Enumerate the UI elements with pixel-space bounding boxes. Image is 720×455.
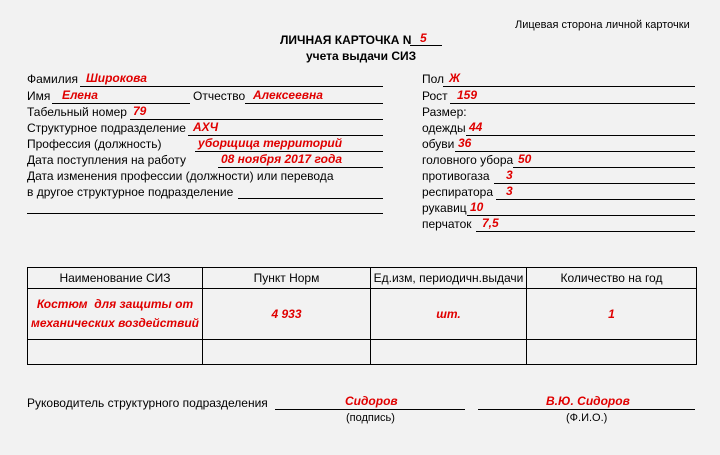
empty-cell — [371, 340, 527, 365]
fio-value: В.Ю. Сидоров — [546, 394, 630, 408]
cell-qty: 1 — [527, 289, 697, 340]
gloves-value: 7,5 — [482, 216, 499, 230]
change-line-1 — [238, 198, 383, 199]
signature-line — [275, 409, 465, 410]
mittens-line — [467, 215, 695, 216]
clothes-label: одежды — [422, 121, 466, 135]
gloves-line — [476, 231, 695, 232]
card-number-underline — [410, 45, 442, 46]
headwear-label: головного убора — [422, 153, 514, 167]
cell-norm: 4 933 — [203, 289, 371, 340]
siz-name-part1: Костюм — [36, 297, 88, 311]
gloves-label: перчаток — [422, 217, 472, 231]
clothes-line — [466, 135, 695, 136]
profession-label: Профессия (должность) — [27, 137, 162, 151]
siz-name-part2: для защиты от — [94, 297, 194, 311]
fio-caption: (Ф.И.О.) — [566, 412, 608, 424]
respirator-label: респиратора — [422, 185, 494, 199]
height-line — [450, 103, 695, 104]
patronymic-line — [245, 103, 383, 104]
table-row-empty — [28, 340, 697, 365]
hire-date-label: Дата поступления на работу — [27, 153, 186, 167]
shoes-line — [455, 151, 695, 152]
head-label: Руководитель структурного подразделения — [27, 396, 268, 410]
change-label-2: в другое структурное подразделение — [27, 185, 234, 199]
hire-date-value: 08 ноября 2017 года — [221, 152, 343, 166]
signature-value: Сидоров — [345, 394, 398, 408]
name-value: Елена — [62, 88, 98, 102]
size-label: Размер: — [422, 105, 467, 119]
headwear-value: 50 — [518, 152, 532, 166]
respirator-line — [496, 199, 695, 200]
gasmask-label: противогаза — [422, 169, 490, 183]
shoes-value: 36 — [458, 136, 472, 150]
cell-siz-name — [28, 289, 203, 340]
name-line — [52, 103, 190, 104]
header-siz-name: Наименование СИЗ — [28, 268, 203, 289]
mittens-label: рукавиц — [422, 201, 467, 215]
sex-line — [443, 86, 695, 87]
card-subtitle: учета выдачи СИЗ — [306, 49, 417, 63]
gasmask-line — [494, 183, 695, 184]
patronymic-value: Алексеевна — [253, 88, 323, 102]
tab-number-value: 79 — [133, 104, 147, 118]
height-label: Рост — [422, 89, 448, 103]
side-note: Лицевая сторона личной карточки — [515, 19, 690, 31]
tab-number-label: Табельный номер — [27, 105, 127, 119]
dept-value: АХЧ — [193, 120, 219, 134]
surname-value: Широкова — [86, 71, 147, 85]
dept-label: Структурное подразделение — [27, 121, 186, 135]
mittens-value: 10 — [470, 200, 484, 214]
name-label: Имя — [27, 89, 51, 103]
height-value: 159 — [457, 88, 478, 102]
surname-label: Фамилия — [27, 72, 78, 86]
table-header-row — [28, 268, 697, 289]
surname-line — [80, 86, 383, 87]
siz-table — [27, 267, 697, 365]
change-line-2 — [27, 213, 383, 214]
signature-caption: (подпись) — [346, 412, 395, 424]
shoes-label: обуви — [422, 137, 455, 151]
fio-line — [478, 409, 695, 410]
sex-label: Пол — [422, 72, 445, 86]
header-unit: Ед.изм, периодичн.выдачи — [371, 268, 527, 289]
tab-number-line — [130, 119, 383, 120]
cell-unit: шт. — [371, 289, 527, 340]
gasmask-value: 3 — [506, 168, 513, 182]
siz-name-part3: механических воздействий — [31, 316, 199, 330]
change-label-1: Дата изменения профессии (должности) или перевода — [27, 169, 334, 183]
empty-cell — [28, 340, 203, 365]
table-row — [28, 289, 697, 340]
sex-value: Ж — [449, 71, 461, 85]
card-title: ЛИЧНАЯ КАРТОЧКА N — [280, 33, 412, 47]
empty-cell — [527, 340, 697, 365]
respirator-value: 3 — [506, 184, 513, 198]
card-number: 5 — [420, 31, 427, 45]
header-qty: Количество на год — [527, 268, 697, 289]
empty-cell — [203, 340, 371, 365]
hire-date-line — [218, 167, 383, 168]
clothes-value: 44 — [469, 120, 483, 134]
header-norm: Пункт Норм — [203, 268, 371, 289]
patronymic-label: Отчество — [193, 89, 246, 103]
headwear-line — [513, 167, 695, 168]
profession-value: уборщица территорий — [198, 136, 343, 150]
